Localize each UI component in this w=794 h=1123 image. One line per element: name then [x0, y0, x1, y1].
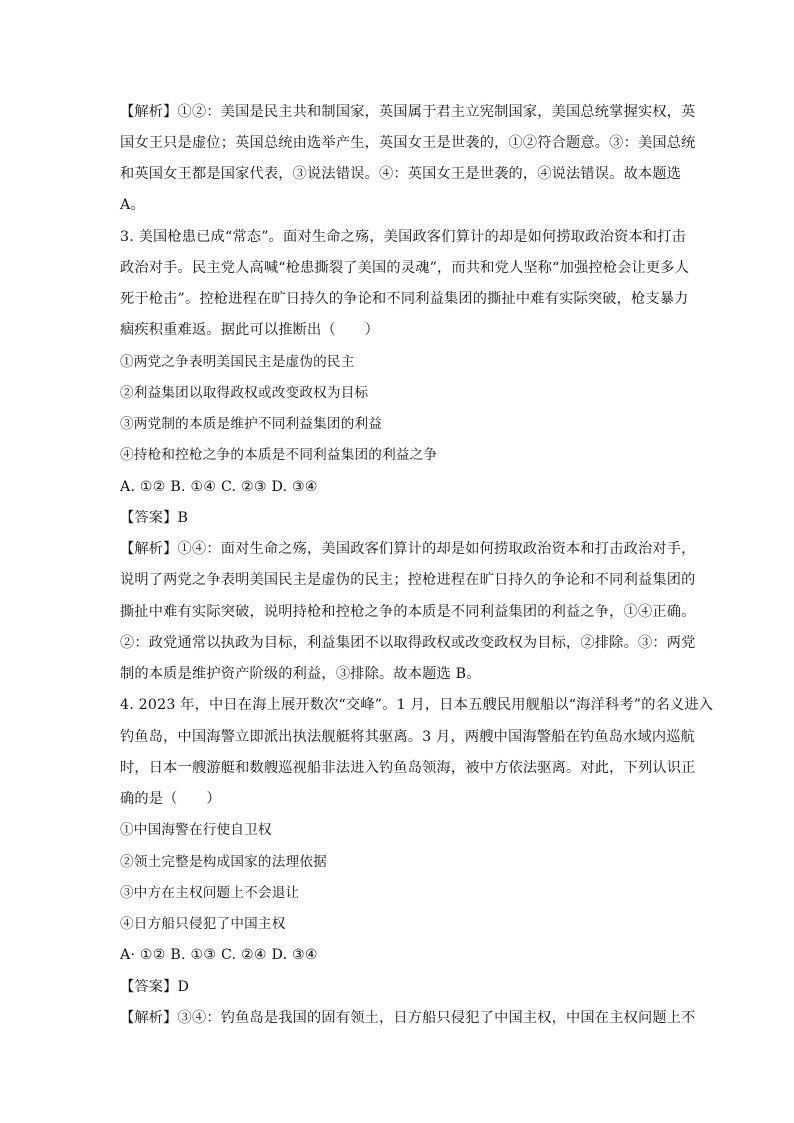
question-3-stem-line-4: 痼疾积重难返。据此可以推断出（ ） [120, 322, 379, 338]
question-3-statement-3: ③两党制的本质是维护不同利益集团的利益 [120, 416, 383, 432]
question-4-answer: 【答案】D [120, 979, 190, 995]
question-4-choices: A· ①② B. ①③ C. ②④ D. ③④ [120, 947, 318, 963]
question-4-stem-line-4: 确的是（ ） [120, 791, 221, 807]
analysis-3-line-3: 撕扯中难有实际突破，说明持枪和控枪之争的本质是不同利益集团的利益之争，①④正确。 [120, 604, 696, 620]
analysis-3-line-5: 制的本质是维护资产阶级的利益，③排除。故本题选 B。 [120, 666, 481, 682]
question-3-answer: 【答案】B [120, 510, 189, 526]
analysis-2-line-4: A。 [120, 197, 145, 213]
analysis-3-line-1: 【解析】①④：面对生命之殇，美国政客们算计的却是如何捞取政治资本和打击政治对手， [120, 541, 696, 557]
question-4-stem-line-3: 时，日本一艘游艇和数艘巡视船非法进入钓鱼岛领海，被中方依法驱离。对此，下列认识正 [120, 760, 696, 776]
question-3-statement-1: ①两党之争表明美国民主是虚伪的民主 [120, 354, 355, 370]
question-4-stem-line-2: 钓鱼岛，中国海警立即派出执法舰艇将其驱离。3 月，两艘中国海警船在钓鱼岛水域内巡航 [120, 729, 696, 745]
question-4-stem-line-1: 4. 2023 年，中日在海上展开数次“交峰”。1 月，日本五艘民用舰船以“海洋科考”的名义进入 [120, 697, 714, 713]
question-3-stem-line-3: 死于枪击”。控枪进程在旷日持久的争论和不同利益集团的撕扯中难有实际突破，枪支暴力 [120, 291, 689, 307]
question-4-statement-2: ②领土完整是构成国家的法理依据 [120, 854, 327, 870]
question-4-statement-1: ①中国海警在行使自卫权 [120, 822, 272, 838]
analysis-3-line-2: 说明了两党之争表明美国民主是虚伪的民主；控枪进程在旷日持久的争论和不同利益集团的 [120, 572, 696, 588]
question-3-statement-2: ②利益集团以取得政权或改变政权为目标 [120, 385, 369, 401]
question-3-statement-4: ④持枪和控枪之争的本质是不同利益集团的利益之争 [120, 447, 438, 463]
analysis-2-line-2: 国女王只是虚位；英国总统由选举产生，英国女王是世袭的，①②符合题意。③：美国总统 [120, 135, 696, 151]
analysis-4-line-1: 【解析】③④：钓鱼岛是我国的固有领土，日方船只侵犯了中国主权，中国在主权问题上不 [120, 1010, 696, 1026]
question-3-stem-line-1: 3. 美国枪患已成“常态”。面对生命之殇，美国政客们算计的却是如何捞取政治资本和打击 [120, 229, 686, 245]
analysis-3-line-4: ②：政党通常以执政为目标，利益集团不以取得政权或改变政权为目标，②排除。③：两党 [120, 635, 696, 651]
question-4-statement-4: ④日方船只侵犯了中国主权 [120, 916, 286, 932]
question-4-statement-3: ③中方在主权问题上不会退让 [120, 885, 300, 901]
question-3-choices: A. ①② B. ①④ C. ②③ D. ③④ [120, 479, 318, 495]
question-3-stem-line-2: 政治对手。民主党人高喊“枪患撕裂了美国的灵魂”，而共和党人坚称“加强控枪会让更多人 [120, 260, 690, 276]
analysis-2-line-3: 和英国女王都是国家代表，③说法错误。④：英国女王是世袭的，④说法错误。故本题选 [120, 166, 682, 182]
analysis-2-line-1: 【解析】①②：美国是民主共和制国家，英国属于君主立宪制国家，美国总统掌握实权，英 [120, 104, 696, 120]
